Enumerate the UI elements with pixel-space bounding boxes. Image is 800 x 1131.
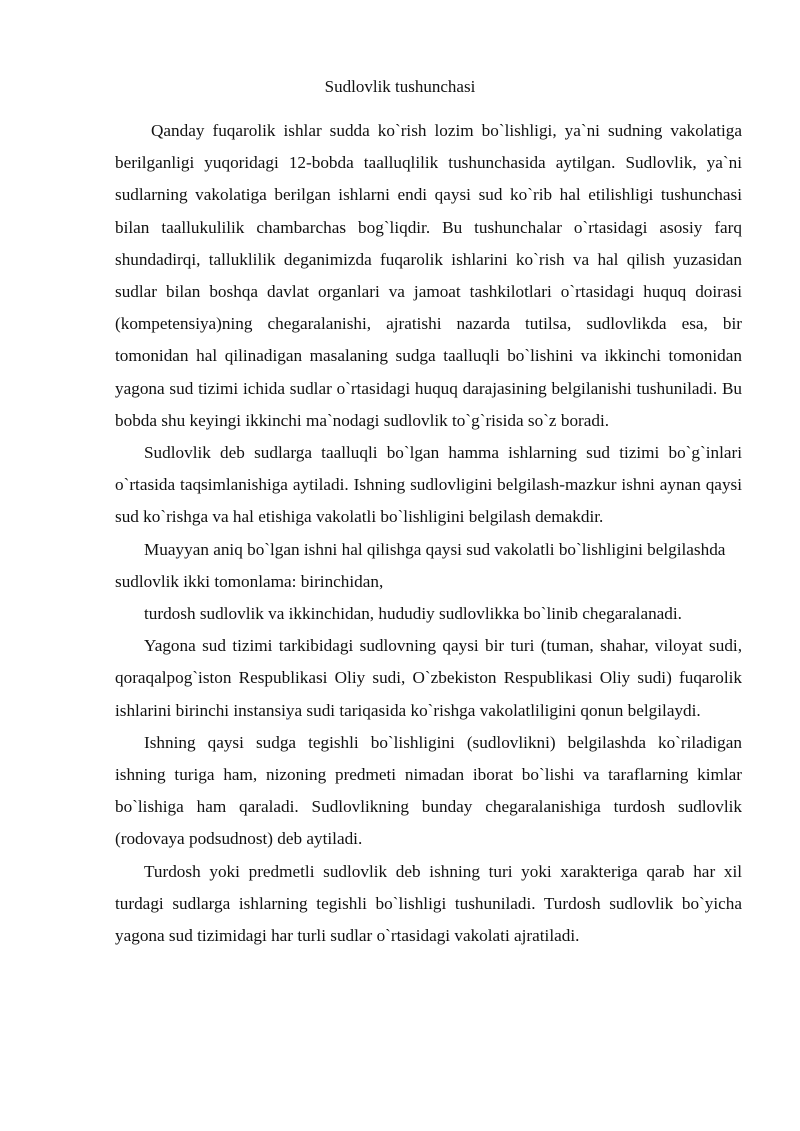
paragraph-4: turdosh sudlovlik va ikkinchidan, hududiy sudlovlikka bo`linib chegaralanadi. xyxy=(144,604,682,624)
paragraph-3: Muayyan aniq bo`lgan ishni hal qilishga qaysi sud vakolatli bo`lishligini belgilashda sudlovlik ikki tomonlama: birinchidan, xyxy=(115,539,726,591)
document-body xyxy=(115,115,742,952)
paragraph-7: Turdosh yoki predmetli sudlovlik deb ishning turi yoki xarakteriga qarab har xil turdagi sudlarga ishlarning tegishli bo`lishligi tushuniladi. Turdosh sudlovlik bo`yicha yagona sud tizimidagi har turli sudlar o`rtasidagi vakolati ajratiladi. xyxy=(115,861,742,946)
paragraph-6: Ishning qaysi sudga tegishli bo`lishligini (sudlovlikni) belgilashda ko`riladigan ishning turiga ham, nizoning predmeti nimadan iborat bo`lishi va taraflarning kimlar bo`lishiga ham qaraladi. Sudlovlikning bunday chegaralanishiga turdosh sudlovlik (rodovaya podsudnost) deb aytiladi. xyxy=(115,732,742,849)
paragraph-2: Sudlovlik deb sudlarga taalluqli bo`lgan hamma ishlarning sud tizimi bo`g`inlari o`rtasida taqsimlanishiga aytiladi. Ishning sudlovligini belgilash-mazkur ishni aynan qaysi sud ko`rishga va hal etishiga vakolatli bo`lishligini belgilash demakdir. xyxy=(115,443,742,527)
document-title: Sudlovlik tushunchasi xyxy=(324,77,476,96)
paragraph-1: Qanday fuqarolik ishlar sudda ko`rish lozim bo`lishligi, ya`ni sudning vakolatiga berilganligi yuqoridagi 12-bobda taalluqlilik tushunchasida aytilgan. Sudlovlik, ya`ni sudlarning vakolatiga berilgan ishlarni endi qaysi sud ko`rib hal etilishligi tushunchasi bilan taallukulilik chambarchas bog`liqdir. Bu tushunchalar o`rtasidagi asosiy farq shundadirqi, talluklilik deganimizda fuqarolik ishlarini ko`rish va hal qilish yuzasidan sudlar bilan boshqa davlat organlari va jamoat tashkilotlari o`rtasidagi huquq doirasi (kompetensiya)ning chegaralanishi, ajratishi nazarda tutilsa, sudlovlikda esa, bir tomonidan hal qilinadigan masalaning sudga taalluqli bo`lishini va ikkinchi tomonidan yagona sud tizimi ichida sudlar o`rtasidagi huquq darajasining belgilanishi tushuniladi. Bu bobda shu keyingi ikkinchi ma`nodagi sudlovlik to`g`risida so`z boradi. xyxy=(115,121,742,430)
paragraph-5: Yagona sud tizimi tarkibidagi sudlovning qaysi bir turi (tuman, shahar, viloyat sudi, qoraqalpog`iston Respublikasi Oliy sudi, O`zbekiston Respublikasi Oliy sudi) fuqarolik ishlarini birinchi instansiya sudi tariqasida ko`rishga vakolatliligini qonun belgilaydi. xyxy=(115,636,742,720)
